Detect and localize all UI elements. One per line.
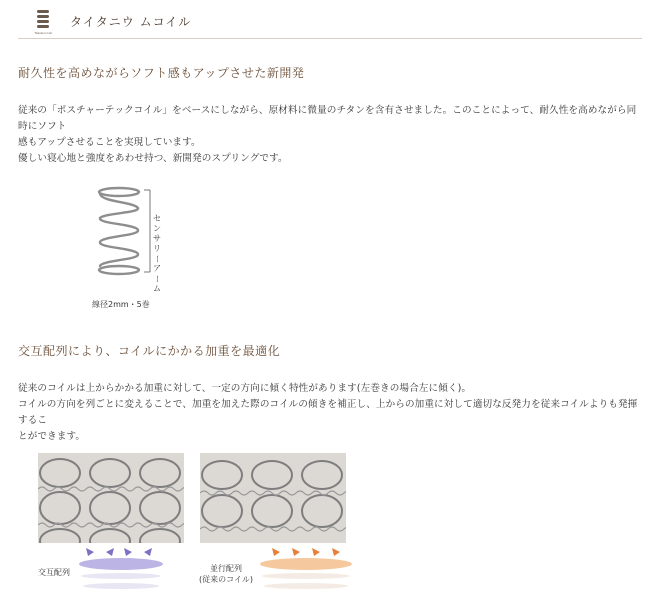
alternating-label: 交互配列 [38,568,70,577]
alternating-force-diagram [76,546,166,598]
alternating-coil-photo [38,453,184,543]
parallel-label-line1: 並行配列 [210,564,242,573]
arrow-icon [272,548,280,556]
section2-line: 従来のコイルは上からかかる加重に対して、一定の方向に傾く特性があります(左巻きの場合左に傾く)。 [18,383,472,394]
section2-line: コイルの方向を列ごとに変えることで、加重を加えた際のコイルの傾きを補正し、上からの加重に対して適切な反発力を従来コイルよりも発揮するこ [18,399,638,426]
arrow-icon [124,548,132,556]
section1-line: 優しい寝心地と強度をあわせ持つ、新開発のスプリングです。 [18,153,288,164]
section1-line: 従来の「ポスチャーテックコイル」をベースにしながら、原材料に微量のチタンを含有させました。このことによって、耐久性を高めながら同時にソフト [18,105,637,132]
section2-paragraph [18,381,642,445]
parallel-label-line2: (従来のコイル) [198,575,253,584]
parallel-coil-photo [200,453,346,543]
section2-line: とができます。 [18,431,86,442]
section1-line: 感もアップさせることを実現しています。 [18,137,201,148]
arrow-icon [86,548,94,556]
arrow-icon [332,548,340,556]
arrow-icon [312,548,320,556]
section2-heading: 交互配列により、コイルにかかる加重を最適化 [18,344,281,358]
coil-logo-icon [34,9,52,39]
arrow-icon [144,548,152,556]
section1-heading: 耐久性を高めながらソフト感もアップさせた新開発 [18,66,305,80]
logo-caption: Titanium Coil [34,31,52,35]
header-divider [18,38,642,39]
arrow-icon [106,548,114,556]
parallel-force-diagram [254,546,354,598]
coil-caption: 線径2mm・5巻 [92,300,150,309]
arrow-icon [292,548,300,556]
parallel-label [196,563,256,585]
section1-paragraph [18,103,642,167]
sensory-arm-label: セ ン サ リ ー ア ー ム [153,214,162,293]
page-title: タイタニウ ムコイル [70,15,192,29]
